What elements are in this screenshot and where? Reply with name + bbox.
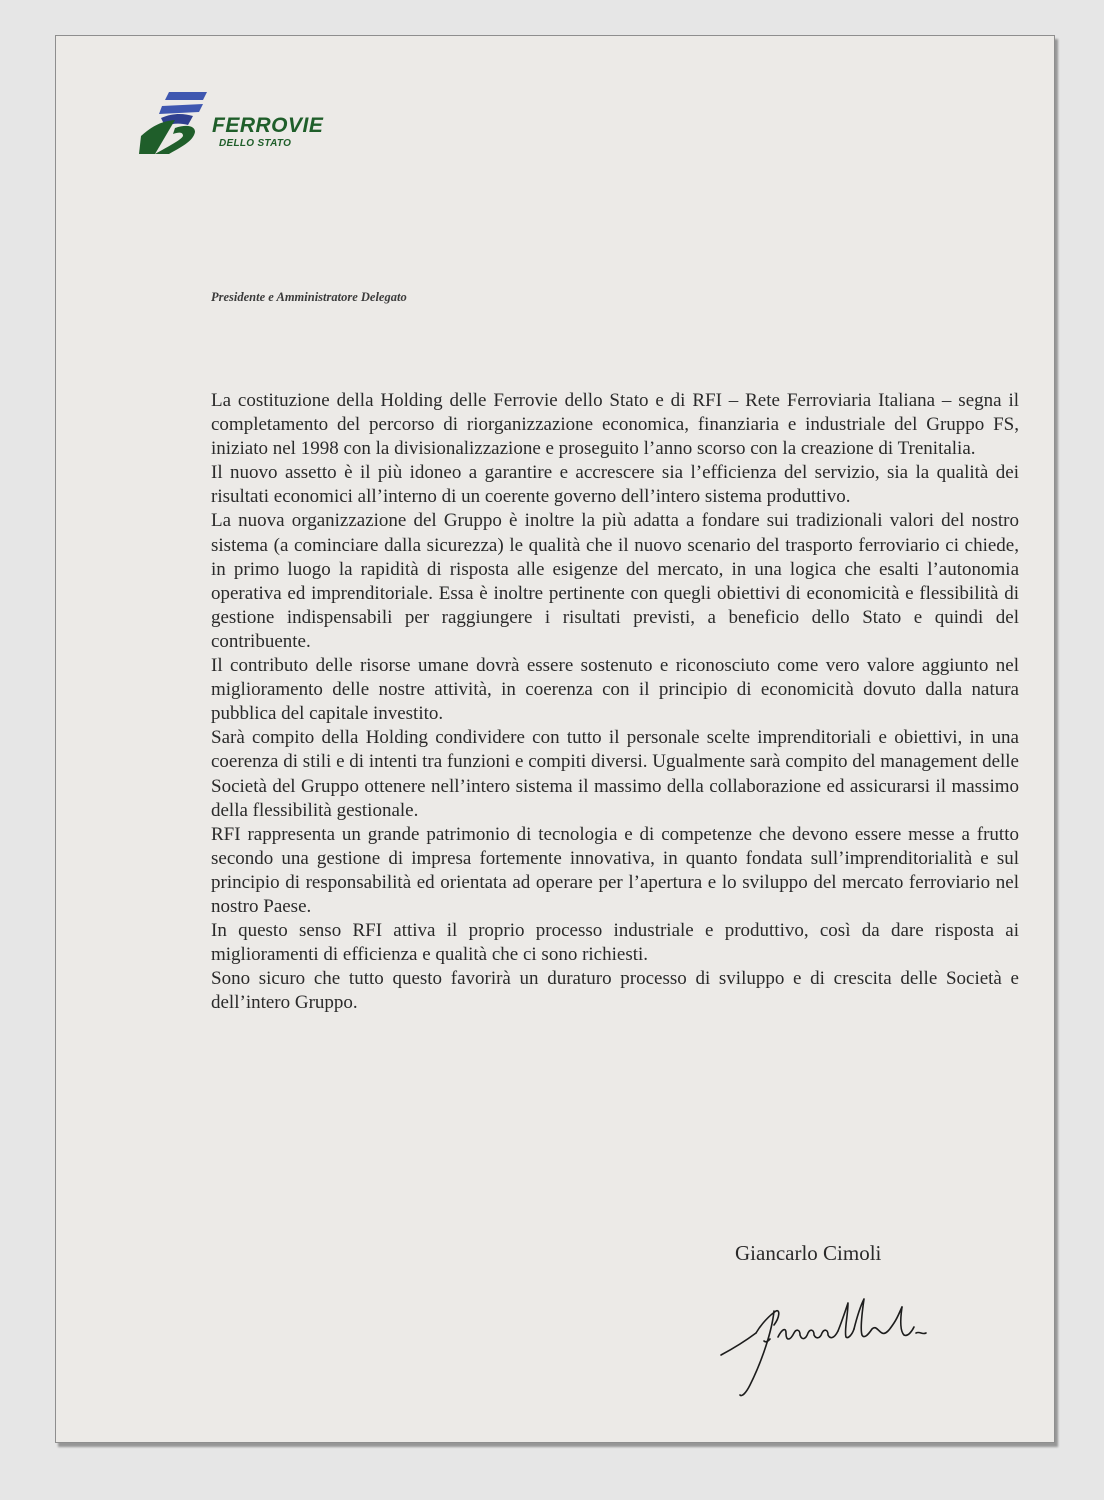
role-title: Presidente e Amministratore Delegato	[211, 290, 407, 304]
author-name: Giancarlo Cimoli	[735, 1241, 882, 1265]
paragraph: Il contributo delle risorse umane dovrà essere sostenuto e riconosciuto come vero valore aggiunto nel miglioramento delle nostre attività, in coerenza con il principio di economicità dovuto dalla natura pubblica del capitale investito.	[211, 655, 1019, 725]
paragraph: Il nuovo assetto è il più idoneo a garantire e accrescere sia l’efficienza del servizio, sia la qualità dei risultati economici all’interno di un coerente governo dell’intero sistema produttivo.	[211, 462, 1019, 508]
fs-logo-mark-icon	[139, 92, 209, 156]
ferrovie-dello-stato-logo	[139, 92, 379, 162]
paragraph: La costituzione della Holding delle Ferrovie dello Stato e di RFI – Rete Ferroviaria Italiana – segna il completamento del percorso di riorganizzazione economica, finanziaria e industriale del Gruppo FS, iniziato nel 1998 con la divisionalizzazione e proseguito l’anno scorso con la creazione di Trenitalia.	[211, 390, 1019, 460]
paragraph: Sarà compito della Holding condividere con tutto il personale scelte imprenditoriali e obiettivi, in una coerenza di stili e di intenti tra funzioni e compiti diversi. Ugualmente sarà compito del management delle Società del Gruppo ottenere nell’intero sistema il massimo della collaborazione ed assicurarsi il massimo della flessibilità gestionale.	[211, 727, 1019, 821]
brand-name: FERROVIE	[212, 114, 324, 137]
handwritten-signature-icon	[716, 1281, 966, 1401]
letter-page	[55, 35, 1055, 1443]
letter-body	[211, 389, 1019, 1015]
paragraph: RFI rappresenta un grande patrimonio di tecnologia e di competenze che devono essere messe a frutto secondo una gestione di impresa fortemente innovativa, in quanto fondata sull’imprenditorialità e sul principio di responsabilità ed orientata ad operare per l’apertura e lo sviluppo del mercato ferroviario nel nostro Paese.	[211, 823, 1019, 917]
paragraph: In questo senso RFI attiva il proprio processo industriale e produttivo, così da dare risposta ai miglioramenti di efficienza e qualità che ci sono richiesti.	[211, 920, 1019, 966]
paragraph: La nuova organizzazione del Gruppo è inoltre la più adatta a fondare sui tradizionali valori del nostro sistema (a cominciare dalla sicurezza) le qualità che il nuovo scenario del trasporto ferroviario ci chiede, in primo luogo la rapidità di risposta alle esigenze del mercato, in una logica che esalti l’autonomia operativa ed imprenditoriale. Essa è inoltre pertinente con quegli obiettivi di economicità e flessibilità di gestione indispensabili per raggiungere i risultati previsti, a beneficio dello Stato e quindi del contribuente.	[211, 510, 1019, 652]
paragraph: Sono sicuro che tutto questo favorirà un duraturo processo di sviluppo e di crescita delle Società e dell’intero Gruppo.	[211, 968, 1019, 1014]
brand-subtitle: DELLO STATO	[219, 138, 292, 149]
